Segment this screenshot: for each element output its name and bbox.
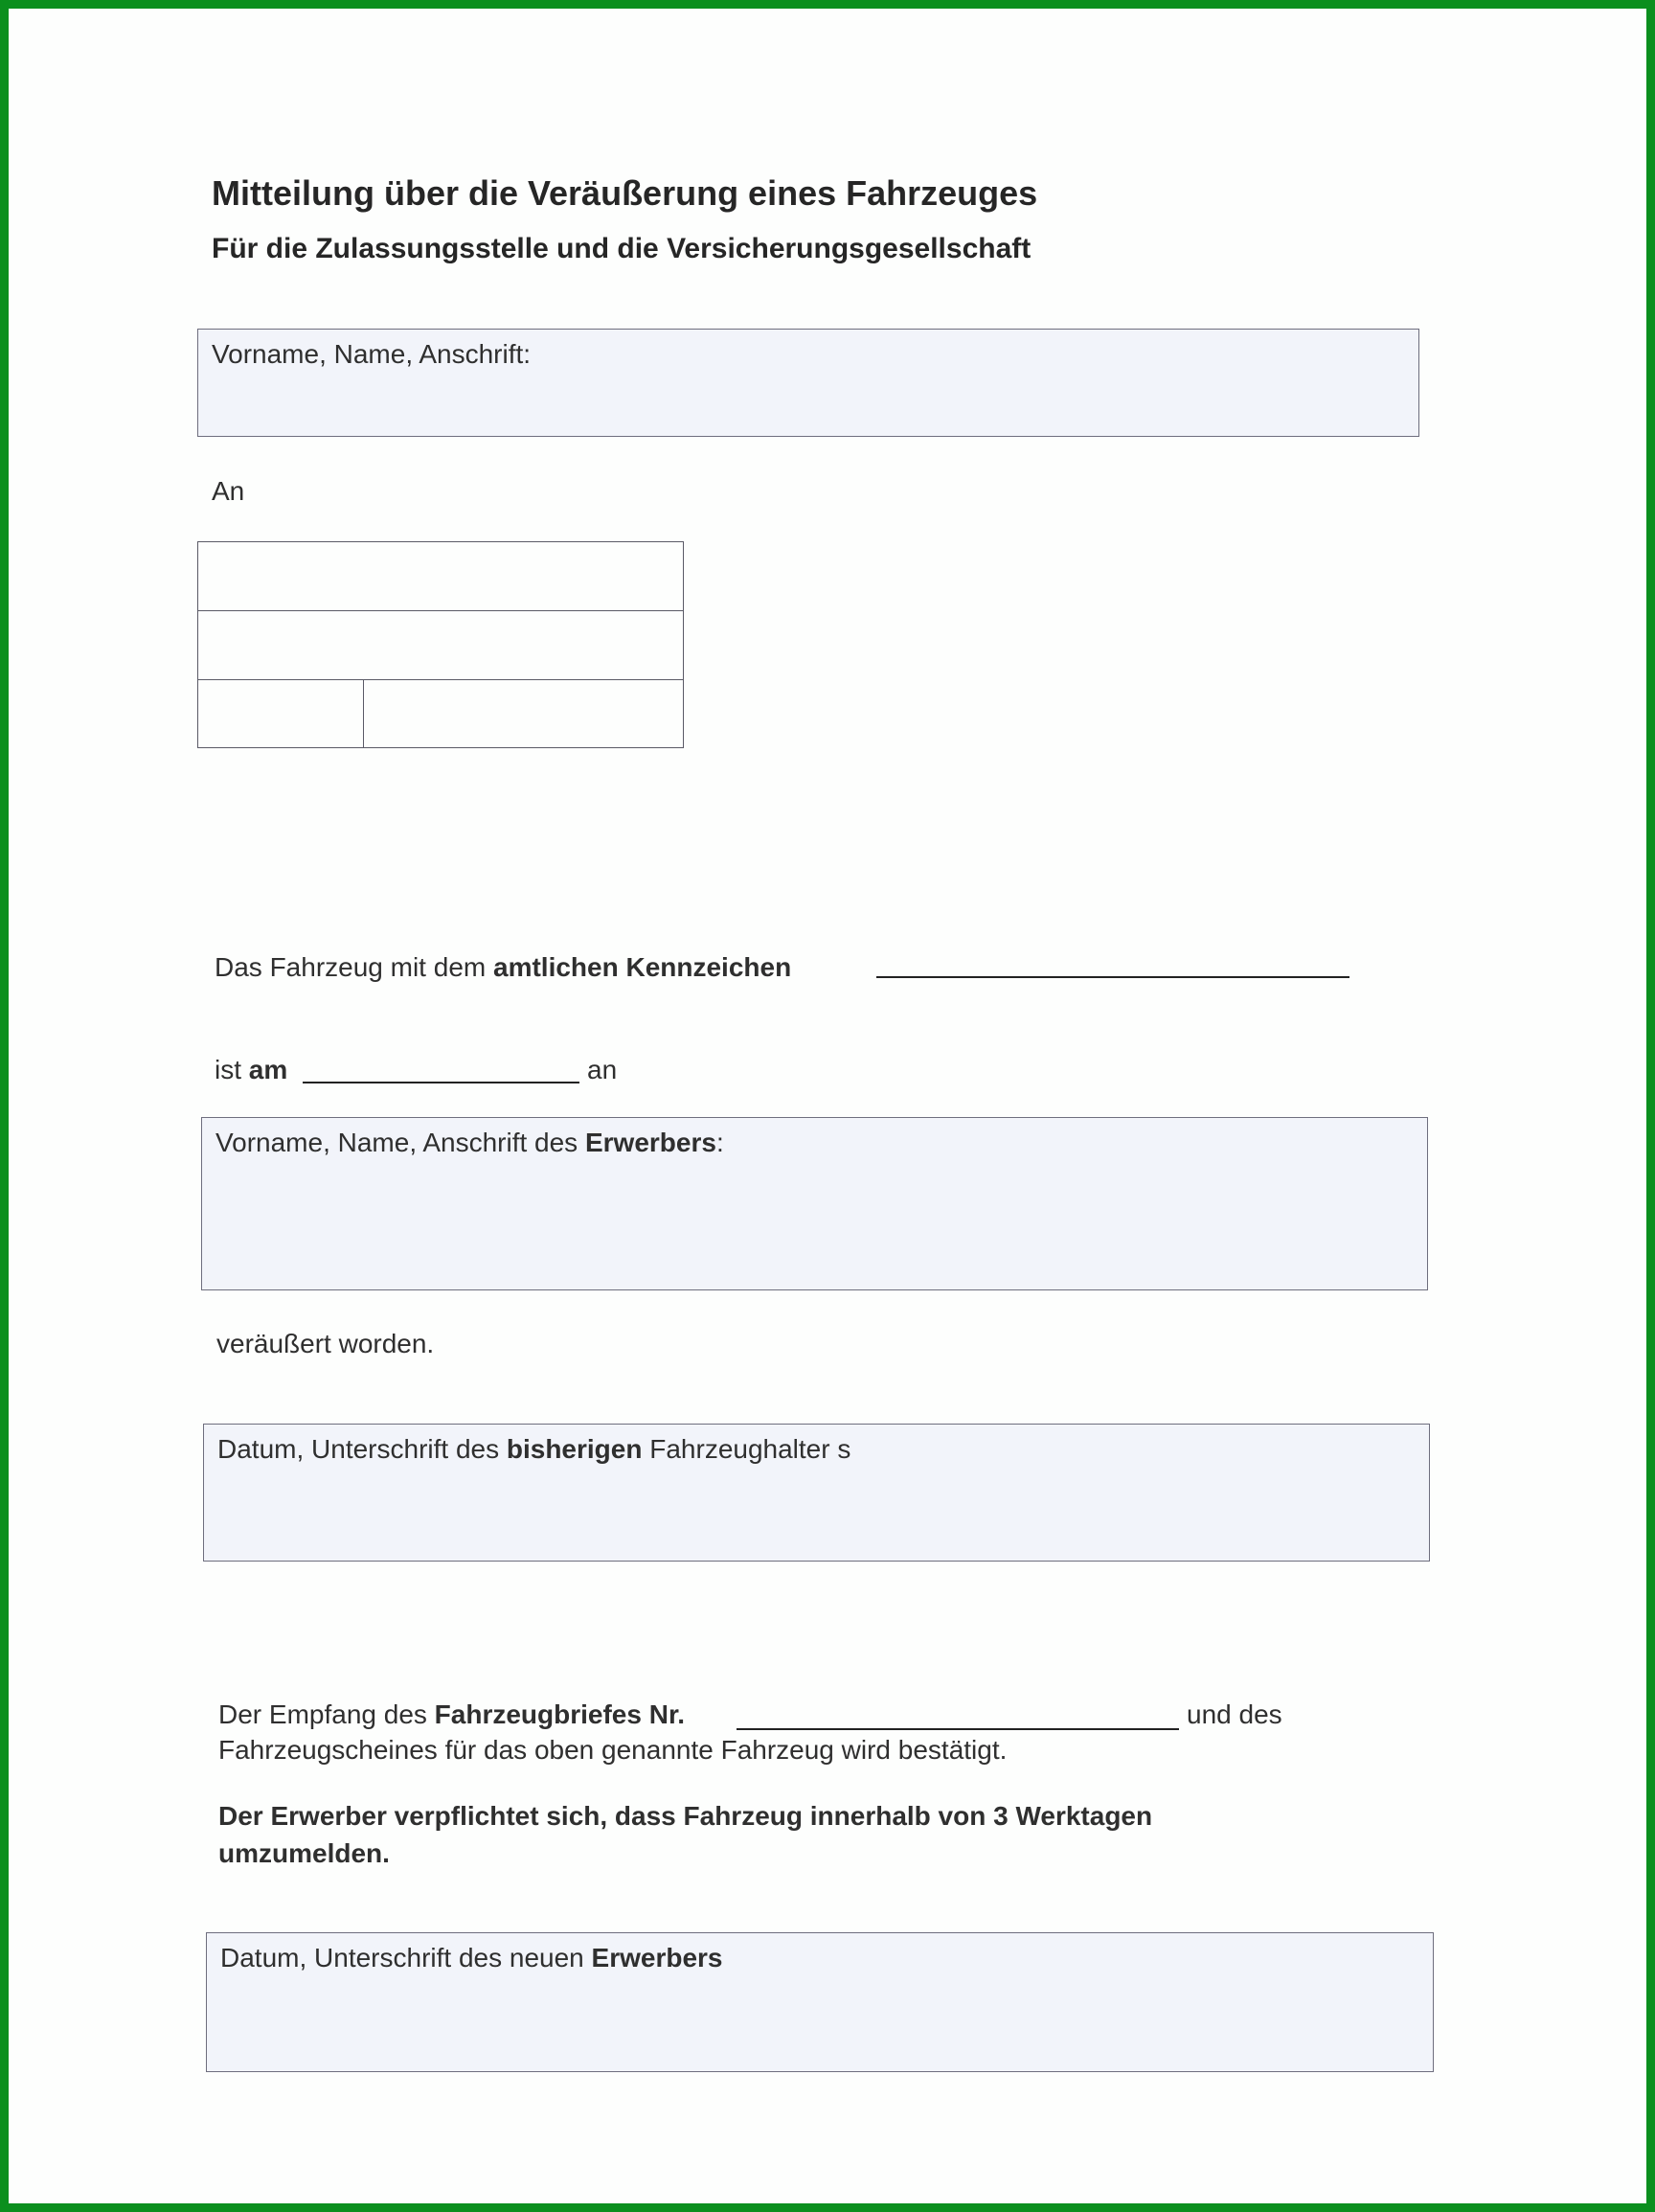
- buyer-address-label: Vorname, Name, Anschrift des Erwerbers:: [215, 1128, 724, 1157]
- buyer-signature-label: Datum, Unterschrift des neuen Erwerbers: [220, 1943, 723, 1973]
- seller-signature-field[interactable]: [203, 1424, 1430, 1562]
- receipt-text-line-2: Fahrzeugscheines für das oben genannte Fahrzeug wird bestätigt.: [218, 1735, 1008, 1765]
- recipient-address-grid: [197, 541, 684, 748]
- recipient-label: An: [212, 476, 245, 506]
- sale-date-text-after: an: [587, 1055, 618, 1084]
- sold-text: veräußert worden.: [216, 1329, 435, 1358]
- sale-date-field[interactable]: [303, 1082, 579, 1083]
- seller-address-field[interactable]: [197, 329, 1419, 437]
- vehicle-plate-text: Das Fahrzeug mit dem amtlichen Kennzeichen: [215, 952, 792, 982]
- obligation-text-line-1: Der Erwerber verpflichtet sich, dass Fahrzeug innerhalb von 3 Werktagen: [218, 1801, 1153, 1831]
- buyer-address-field[interactable]: [201, 1117, 1428, 1290]
- seller-signature-label: Datum, Unterschrift des bisherigen Fahrzeughalter s: [217, 1434, 851, 1464]
- recipient-line-1-field[interactable]: [198, 542, 683, 610]
- recipient-city-field[interactable]: [365, 681, 683, 747]
- recipient-postcode-field[interactable]: [198, 681, 362, 747]
- vehicle-document-number-field[interactable]: [737, 1728, 1179, 1730]
- document-subtitle: Für die Zulassungsstelle und die Versicherungsgesellschaft: [212, 233, 1032, 264]
- buyer-signature-field[interactable]: [206, 1932, 1434, 2072]
- license-plate-field[interactable]: [876, 976, 1349, 978]
- recipient-line-2-field[interactable]: [198, 611, 683, 678]
- obligation-text-line-2: umzumelden.: [218, 1838, 390, 1868]
- receipt-text-line-1-end: und des: [1187, 1699, 1282, 1729]
- receipt-text-line-1: Der Empfang des Fahrzeugbriefes Nr.: [218, 1699, 686, 1729]
- sale-date-text-before: ist am: [215, 1055, 288, 1084]
- seller-address-label: Vorname, Name, Anschrift:: [212, 339, 532, 369]
- document-title: Mitteilung über die Veräußerung eines Fahrzeuges: [212, 173, 1038, 213]
